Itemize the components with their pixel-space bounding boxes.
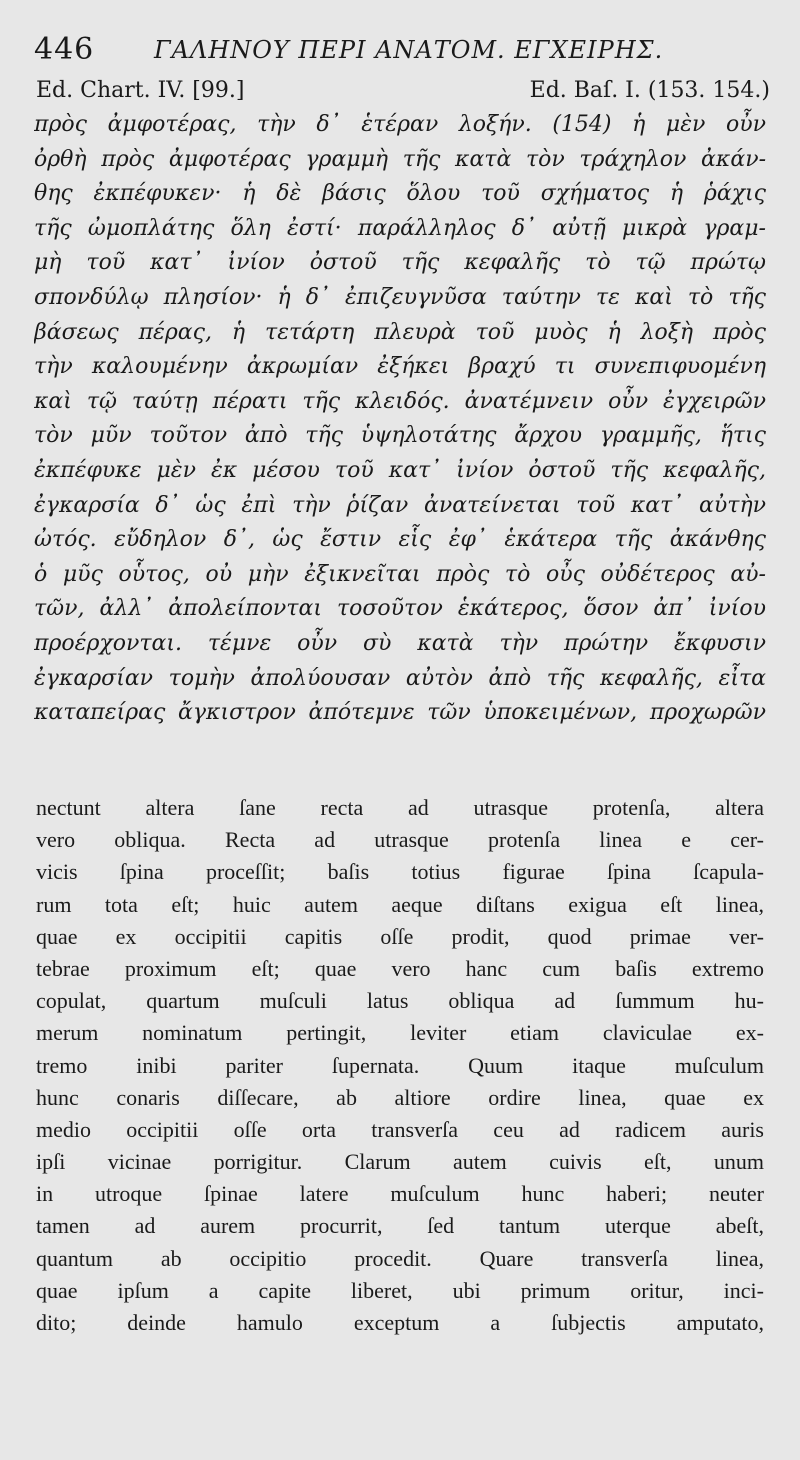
latin-text-line: tebrae proximum eſt; quae vero hanc cum baſis extremo <box>36 955 764 981</box>
greek-text-line: τὴν καλουμένην ἀκρωμίαν ἐξήκει βραχύ τι συνεπιφυομένη <box>34 354 766 380</box>
greek-text-block <box>34 108 766 731</box>
latin-text-line: vicis ſpina proceſſit; baſis totius figurae ſpina ſcapula- <box>36 859 764 885</box>
latin-text-line: dito; deinde hamulo exceptum a ſubjectis amputato, <box>36 1310 764 1335</box>
greek-text-line: τὸν μῦν τοῦτον ἀπὸ τῆς ὑψηλοτάτης ἄρχου γραμμῆς, ἥτις <box>34 423 766 449</box>
latin-text-line: rum tota eſt; huic autem aeque diſtans exigua eſt linea, <box>36 891 764 917</box>
latin-text-line: medio occipitii oſſe orta transverſa ceu ad radicem auris <box>36 1116 764 1142</box>
latin-text-line: quae ipſum a capite liberet, ubi primum oritur, inci- <box>36 1277 764 1303</box>
greek-text-line: πρὸς ἀμφοτέρας, τὴν δ᾽ ἑτέραν λοξήν. (154) ἡ μὲν οὖν <box>34 112 766 137</box>
edition-reference-line <box>36 78 770 106</box>
page-number: 446 <box>34 32 95 67</box>
latin-text-line: copulat, quartum muſculi latus obliqua ad ſummum hu- <box>36 988 764 1014</box>
latin-text-line: ipſi vicinae porrigitur. Clarum autem cuivis eſt, unum <box>36 1149 764 1175</box>
greek-text-line: ἐγκαρσία δ᾽ ὡς ἐπὶ τὴν ῥίζαν ἀνατείνεται τοῦ κατ᾽ αὐτὴν <box>34 492 766 518</box>
greek-text-line: μὴ τοῦ κατ᾽ ἰνίον ὀστοῦ τῆς κεφαλῆς τὸ τῷ πρώτῳ <box>34 250 766 276</box>
latin-text-line: quantum ab occipitio procedit. Quare transverſa linea, <box>36 1245 764 1271</box>
greek-text-line: σπονδύλῳ πλησίον· ἡ δ᾽ ἐπιζευγνῦσα ταύτην τε καὶ τὸ τῆς <box>34 284 766 310</box>
latin-text-line: nectunt altera ſane recta ad utrasque protenſa, altera <box>36 795 764 820</box>
greek-text-line: προέρχονται. τέμνε οὖν σὺ κατὰ τὴν πρώτην ἔκφυσιν <box>34 630 766 656</box>
greek-text-line: καὶ τῷ ταύτῃ πέρατι τῆς κλειδός. ἀνατέμνειν οὖν ἐγχειρῶν <box>34 388 766 414</box>
greek-text-line: θης ἐκπέφυκεν· ἡ δὲ βάσις ὅλου τοῦ σχήματος ἡ ῥάχις <box>34 181 766 207</box>
greek-text-line: ὀρθὴ πρὸς ἀμφοτέρας γραμμὴ τῆς κατὰ τὸν τράχηλον ἀκάν- <box>34 146 766 172</box>
greek-text-line: τῶν, ἀλλ᾽ ἀπολείπονται τοσοῦτον ἑκάτερος, ὅσον ἀπ᾽ ἰνίου <box>34 596 766 622</box>
greek-text-line: ὁ μῦς οὗτος, οὐ μὴν ἐξικνεῖται πρὸς τὸ οὖς οὐδέτερος αὐ- <box>34 561 766 587</box>
edition-basel-reference: Ed. Baſ. I. (153. 154.) <box>529 78 770 103</box>
greek-text-line: καταπείρας ἄγκιστρον ἀπότεμνε τῶν ὑποκειμένων, προχωρῶν <box>34 700 766 726</box>
latin-text-line: tamen ad aurem procurrit, ſed tantum uterque abeſt, <box>36 1213 764 1239</box>
edition-chart-reference: Ed. Chart. IV. [99.] <box>36 78 245 103</box>
running-head <box>34 30 774 70</box>
latin-text-line: tremo inibi pariter ſupernata. Quum itaque muſculum <box>36 1052 764 1078</box>
greek-text-line: βάσεως πέρας, ἡ τετάρτη πλευρὰ τοῦ μυὸς ἡ λοξὴ πρὸς <box>34 319 766 345</box>
latin-text-line: hunc conaris diſſecare, ab altiore ordire linea, quae ex <box>36 1084 764 1110</box>
latin-text-line: quae ex occipitii capitis oſſe prodit, quod primae ver- <box>36 923 764 949</box>
running-title: ΓΑΛΗΝΟΥ ΠΕΡΙ ΑΝΑΤΟΜ. ΕΓΧΕΙΡΗΣ. <box>154 36 664 64</box>
latin-text-line: vero obliqua. Recta ad utrasque protenſa linea e cer- <box>36 827 764 853</box>
latin-text-line: in utroque ſpinae latere muſculum hunc haberi; neuter <box>36 1181 764 1207</box>
latin-text-block <box>36 792 764 1339</box>
latin-text-line: merum nominatum pertingit, leviter etiam claviculae ex- <box>36 1020 764 1046</box>
greek-text-line: ἐκπέφυκε μὲν ἐκ μέσου τοῦ κατ᾽ ἰνίον ὀστοῦ τῆς κεφαλῆς, <box>34 457 766 483</box>
greek-text-line: ὠτός. εὔδηλον δ᾽, ὡς ἔστιν εἷς ἐφ᾽ ἑκάτερα τῆς ἀκάνθης <box>34 527 766 553</box>
greek-text-line: ἐγκαρσίαν τομὴν ἀπολύουσαν αὐτὸν ἀπὸ τῆς κεφαλῆς, εἶτα <box>34 665 766 691</box>
greek-text-line: τῆς ὠμοπλάτης ὅλη ἐστί· παράλληλος δ᾽ αὐτῇ μικρὰ γραμ- <box>34 215 766 241</box>
